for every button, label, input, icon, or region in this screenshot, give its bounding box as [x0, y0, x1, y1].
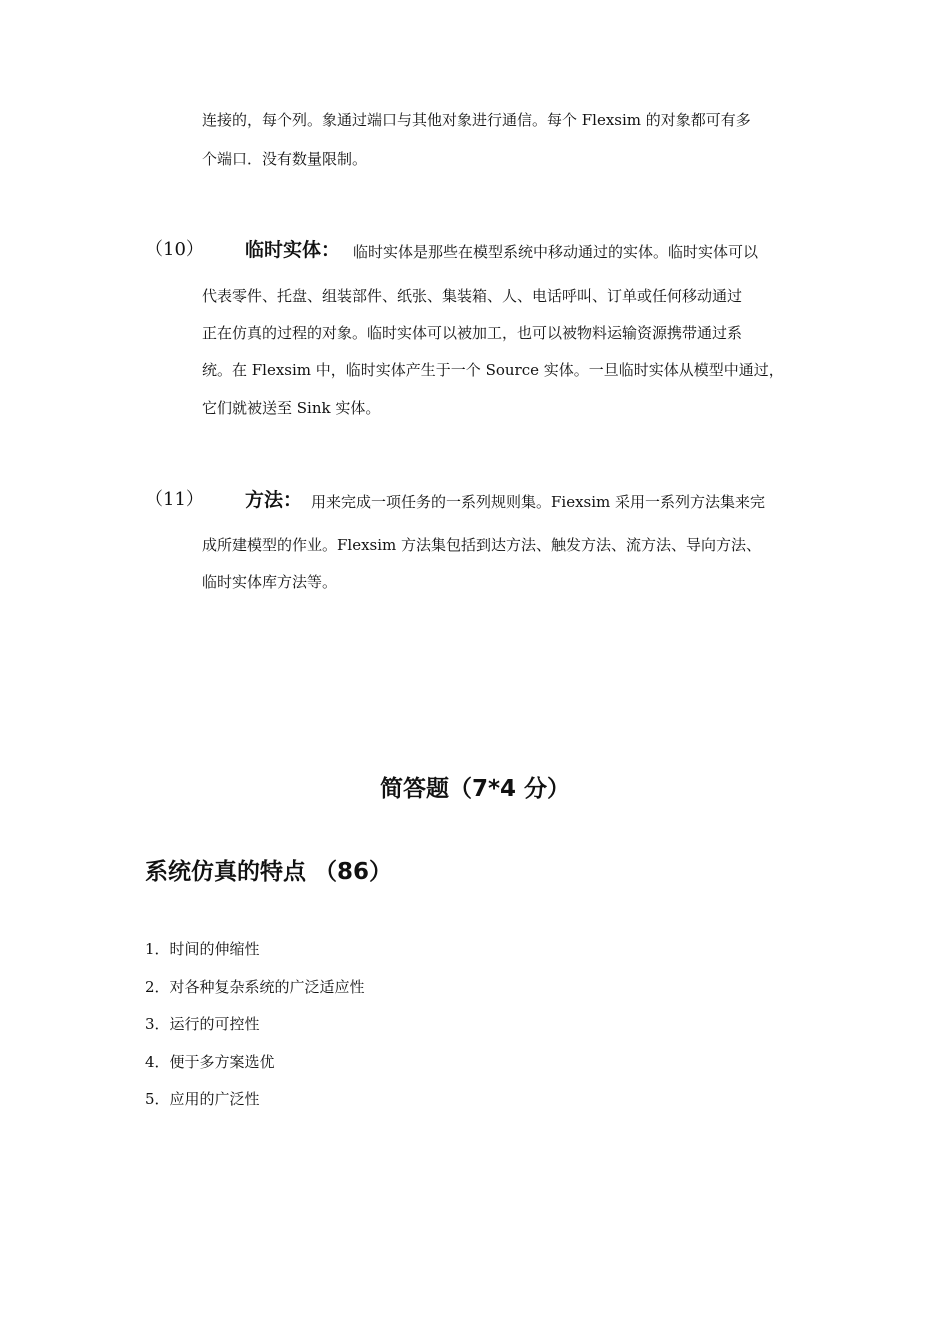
- intro-line-1: 连接的，每个列。象通过端口与其他对象进行通信。每个 Flexsim 的对象都可有多: [202, 111, 751, 129]
- item-10-text: 临时实体是那些在模型系统中移动通过的实体。临时实体可以: [353, 243, 759, 261]
- list-item: 1．时间的伸缩性: [145, 940, 260, 958]
- item-11-line-2: 临时实体库方法等。: [202, 573, 338, 591]
- intro-line-2: 个端口．没有数量限制。: [202, 150, 368, 168]
- item-10-term: 临时实体：: [245, 239, 341, 261]
- item-10-number: （10）: [145, 239, 204, 260]
- topic-heading: 系统仿真的特点 （86）: [145, 859, 393, 885]
- item-10-line-2: 正在仿真的过程的对象。临时实体可以被加工，也可以被物料运输资源携带通过系: [202, 324, 743, 342]
- list-item: 2．对各种复杂系统的广泛适应性: [145, 977, 365, 996]
- item-11-text: 用来完成一项任务的一系列规则集。Fiexsim 采用一系列方法集来完: [311, 493, 766, 511]
- section-title: 简答题（7*4 分）: [379, 776, 571, 802]
- item-11-line-1: 成所建模型的作业。Flexsim 方法集包括到达方法、触发方法、流方法、导向方法、: [202, 536, 762, 554]
- item-10-line-3: 统。在 Flexsim 中，临时实体产生于一个 Source 实体。一旦临时实体从模型中通过，: [202, 361, 784, 379]
- feature-list: [145, 938, 365, 1126]
- list-item: 5．应用的广泛性: [145, 1090, 260, 1108]
- item-11-term: 方法：: [245, 489, 303, 511]
- list-item: 4．便于多方案选优: [145, 1052, 275, 1071]
- item-11-number: （11）: [145, 489, 204, 510]
- item-10-line-1: 代表零件、托盘、组装部件、纸张、集装箱、人、电话呼叫、订单或任何移动通过: [202, 287, 743, 305]
- list-item: 3．运行的可控性: [145, 1015, 260, 1033]
- item-10-line-4: 它们就被送至 Sink 实体。: [202, 399, 381, 417]
